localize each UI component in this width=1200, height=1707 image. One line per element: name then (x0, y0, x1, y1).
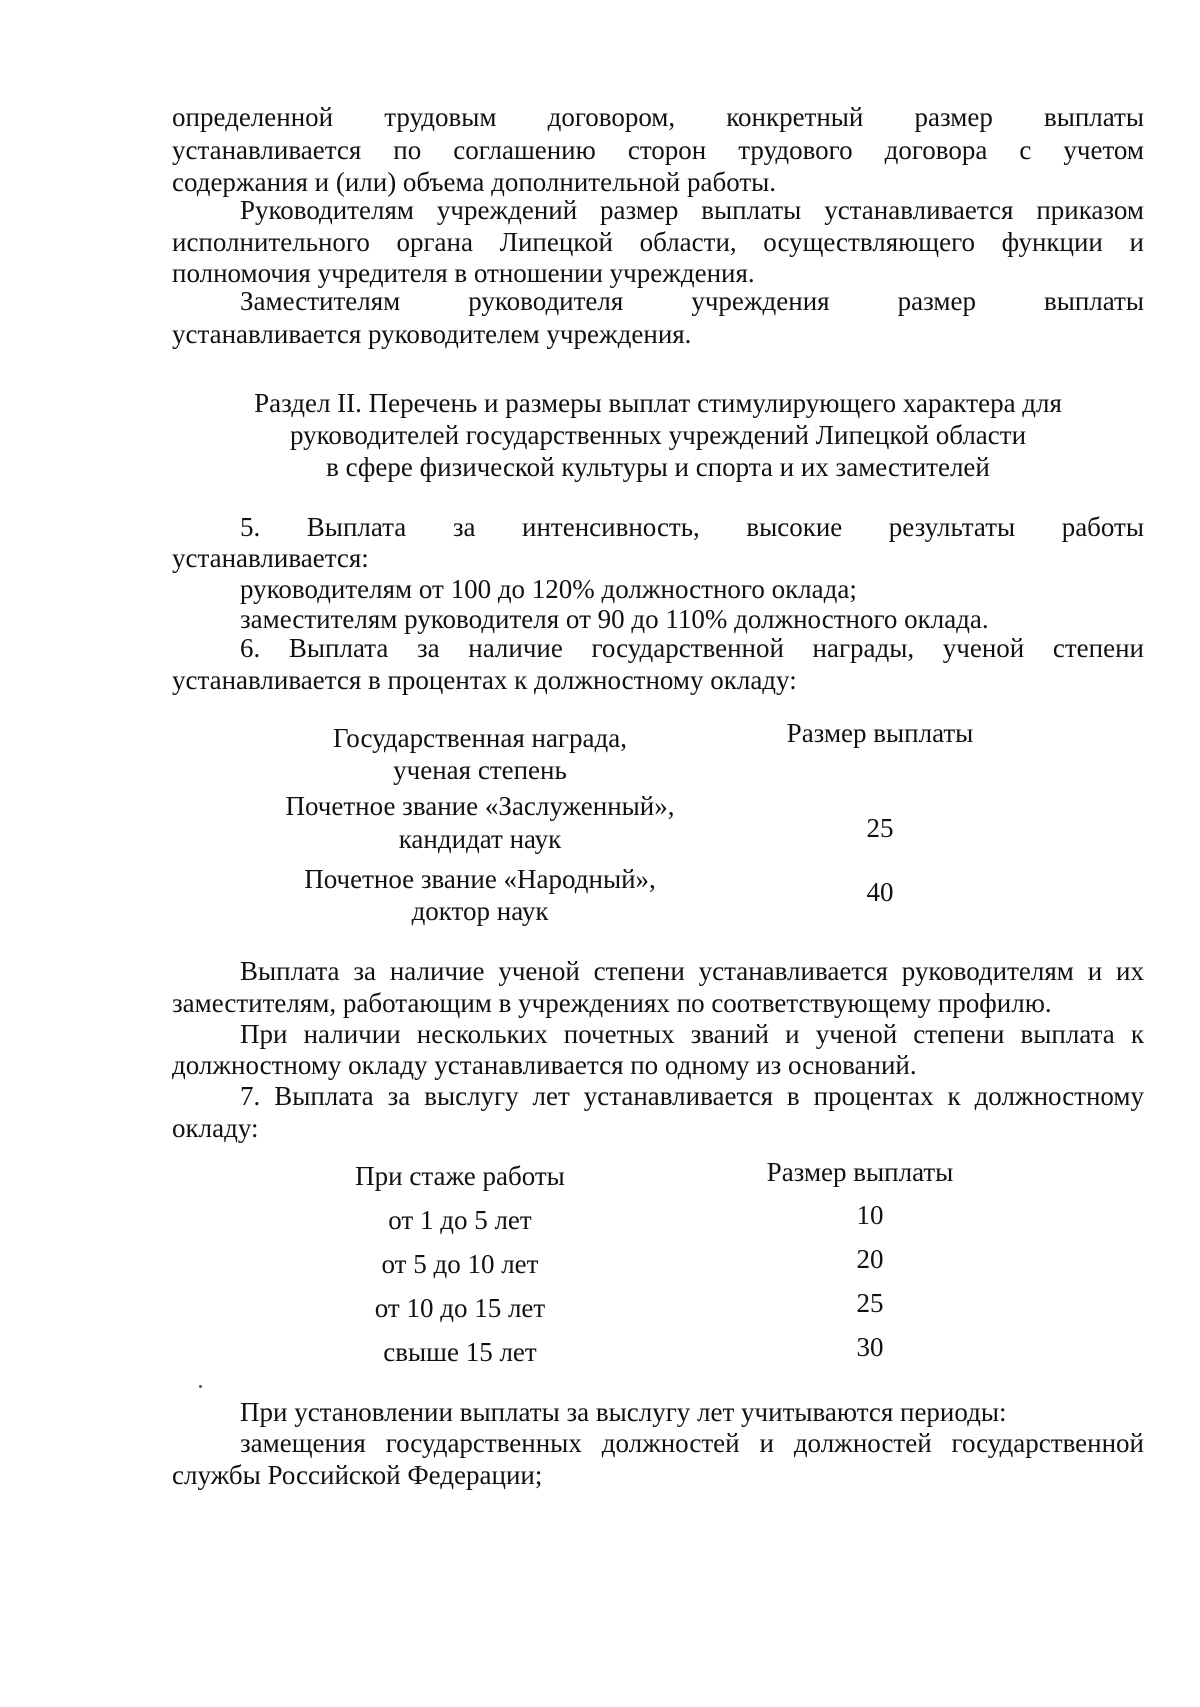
item-5-line: руководителям от 100 до 120% должностного оклада; (240, 574, 857, 604)
paragraph-line: При наличии нескольких почетных званий и ученой степени выплата к (240, 1019, 1144, 1049)
table-cell: от 1 до 5 лет (388, 1205, 532, 1235)
section-heading-line: руководителей государственных учреждений Липецкой области (289, 420, 1027, 450)
table-header-cell: Размер выплаты (766, 1157, 954, 1187)
item-5-line: устанавливается: (172, 543, 369, 573)
table-value-cell: 30 (856, 1332, 884, 1362)
section-heading-line: Раздел II. Перечень и размеры выплат стимулирующего характера для (254, 388, 1062, 418)
paragraph-line: службы Российской Федерации; (172, 1460, 543, 1490)
table-value-cell: 25 (866, 813, 894, 843)
paragraph-line: содержания и (или) объема дополнительной работы. (172, 167, 777, 197)
table-value-cell: 20 (856, 1244, 884, 1274)
item-7-line: окладу: (172, 1113, 259, 1143)
table-header-cell: При стаже работы (355, 1161, 565, 1191)
table-header-cell: ученая степень (393, 755, 567, 785)
item-7-line: 7. Выплата за выслугу лет устанавливается в процентах к должностному (240, 1081, 1144, 1111)
table-cell: от 10 до 15 лет (374, 1293, 546, 1323)
paragraph-line: полномочия учредителя в отношении учреждения. (172, 258, 755, 288)
table-cell: от 5 до 10 лет (381, 1249, 539, 1279)
item-6-line: 6. Выплата за наличие государственной награды, ученой степени (240, 633, 1144, 663)
paragraph-line: Выплата за наличие ученой степени устанавливается руководителям и их (240, 956, 1144, 986)
paragraph-line: исполнительного органа Липецкой области, осуществляющего функции и (172, 227, 1144, 257)
scan-speck (199, 1385, 202, 1388)
table-header-cell: Государственная награда, (333, 723, 627, 753)
paragraph-line: замещения государственных должностей и должностей государственной (240, 1428, 1144, 1458)
table-cell: Почетное звание «Заслуженный», (285, 791, 675, 821)
table-value-cell: 40 (866, 877, 894, 907)
paragraph-line: устанавливается руководителем учреждения. (172, 319, 692, 349)
paragraph-line: Заместителям руководителя учреждения размер выплаты (240, 286, 1144, 316)
table-cell: свыше 15 лет (383, 1337, 537, 1367)
paragraph-line: определенной трудовым договором, конкретный размер выплаты (172, 102, 1144, 132)
item-6-line: устанавливается в процентах к должностному окладу: (172, 665, 797, 695)
table-cell: доктор наук (411, 896, 549, 926)
section-heading-line: в сфере физической культуры и спорта и их заместителей (326, 452, 990, 482)
paragraph-line: Руководителям учреждений размер выплаты устанавливается приказом (240, 195, 1144, 225)
table-cell: кандидат наук (398, 824, 562, 854)
paragraph-line: устанавливается по соглашению сторон трудового договора с учетом (172, 135, 1144, 165)
paragraph-line: заместителям, работающим в учреждениях по соответствующему профилю. (172, 988, 1052, 1018)
item-5-line: 5. Выплата за интенсивность, высокие результаты работы (240, 512, 1144, 542)
paragraph-line: При установлении выплаты за выслугу лет учитываются периоды: (240, 1397, 1007, 1427)
paragraph-line: должностному окладу устанавливается по одному из оснований. (172, 1050, 917, 1080)
item-5-line: заместителям руководителя от 90 до 110% должностного оклада. (240, 604, 989, 634)
table-cell: Почетное звание «Народный», (304, 864, 656, 894)
table-value-cell: 25 (856, 1288, 884, 1318)
table-header-cell: Размер выплаты (786, 718, 974, 748)
table-value-cell: 10 (856, 1200, 884, 1230)
